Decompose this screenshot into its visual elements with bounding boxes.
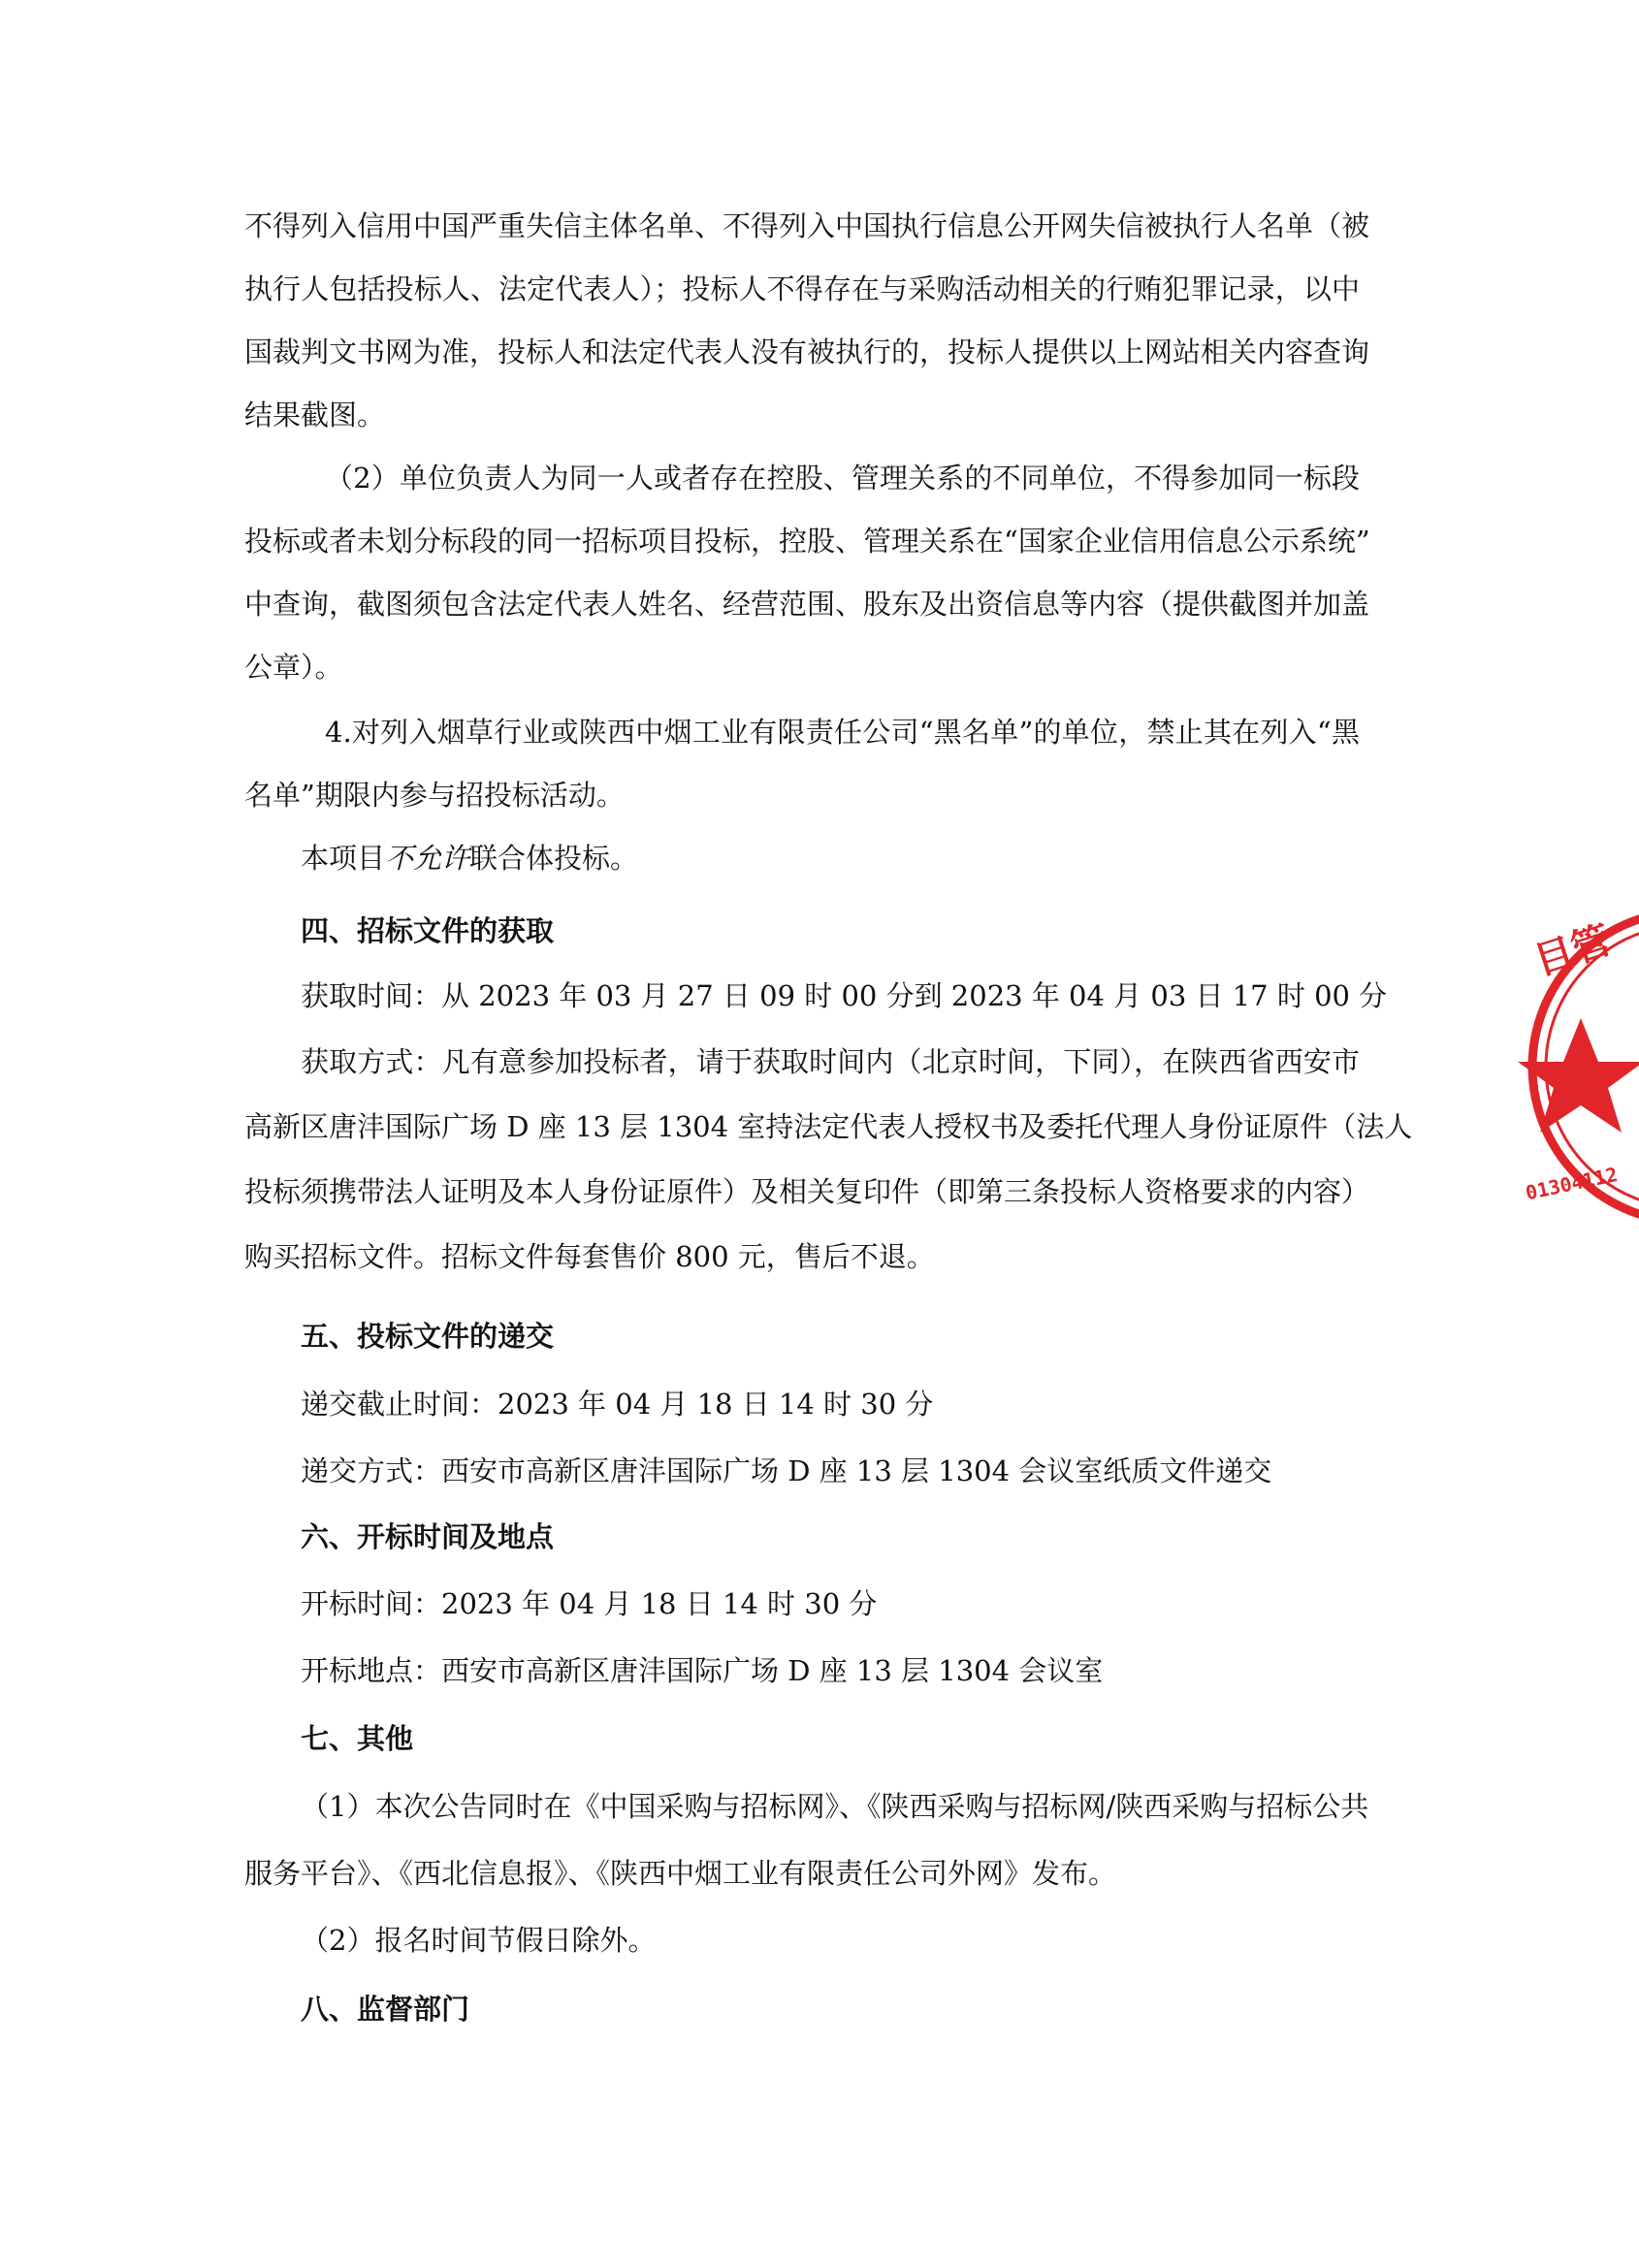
other-item-2: （2）报名时间节假日除外。 bbox=[301, 1924, 657, 1957]
paragraph-line: 高新区唐沣国际广场 D 座 13 层 1304 室持法定代表人授权书及委托代理人身份证原件（法人 bbox=[244, 1110, 1413, 1143]
paragraph-line: 投标或者未划分标段的同一招标项目投标，控股、管理关系在“国家企业信用信息公示系统” bbox=[244, 525, 1370, 558]
company-seal-stamp bbox=[1523, 902, 1639, 1231]
submission-method: 递交方式：西安市高新区唐沣国际广场 D 座 13 层 1304 会议室纸质文件递交 bbox=[301, 1454, 1272, 1487]
statement-emphasis: 不允许 bbox=[385, 842, 470, 875]
seal-bottom-code: 01304112 bbox=[1523, 1162, 1621, 1205]
paragraph-line: 执行人包括投标人、法定代表人）；投标人不得存在与采购活动相关的行贿犯罪记录，以中 bbox=[244, 272, 1360, 305]
paragraph-line: 名单”期限内参与招投标活动。 bbox=[244, 779, 625, 812]
obtain-time: 获取时间：从 2023 年 03 月 27 日 09 时 00 分到 2023 年 04 月 03 日 17 时 00 分 bbox=[301, 979, 1388, 1012]
paragraph-line: 公章）。 bbox=[244, 651, 343, 684]
statement-suffix: 联合体投标。 bbox=[469, 842, 639, 875]
section-heading: 五、投标文件的递交 bbox=[301, 1320, 555, 1353]
paragraph-line: 不得列入信用中国严重失信主体名单、不得列入中国执行信息公开网失信被执行人名单（被 bbox=[244, 209, 1370, 242]
paragraph-line: （1）本次公告同时在《中国采购与招标网》、《陕西采购与招标网/陕西采购与招标公共 bbox=[301, 1790, 1369, 1823]
section-heading: 六、开标时间及地点 bbox=[301, 1520, 555, 1553]
submission-deadline: 递交截止时间：2023 年 04 月 18 日 14 时 30 分 bbox=[301, 1388, 934, 1421]
paragraph-line: 4.对列入烟草行业或陕西中烟工业有限责任公司“黑名单”的单位，禁止其在列入“黑 bbox=[325, 716, 1360, 749]
seal-top-text: 目管 bbox=[1528, 917, 1617, 985]
paragraph-line: 获取方式：凡有意参加投标者，请于获取时间内（北京时间，下同），在陕西省西安市 bbox=[301, 1045, 1360, 1078]
paragraph-line: 中查询，截图须包含法定代表人姓名、经营范围、股东及出资信息等内容（提供截图并加盖 bbox=[244, 588, 1370, 621]
opening-place: 开标地点：西安市高新区唐沣国际广场 D 座 13 层 1304 会议室 bbox=[301, 1654, 1104, 1687]
section-heading: 八、监督部门 bbox=[301, 1993, 470, 2026]
paragraph-line: 国裁判文书网为准，投标人和法定代表人没有被执行的，投标人提供以上网站相关内容查询 bbox=[244, 335, 1370, 368]
paragraph-line: 投标须携带法人证明及本人身份证原件）及相关复印件（即第三条投标人资格要求的内容） bbox=[244, 1175, 1370, 1208]
section-heading: 四、招标文件的获取 bbox=[301, 914, 555, 947]
paragraph-line: 结果截图。 bbox=[244, 399, 386, 431]
statement-prefix: 本项目 bbox=[301, 842, 386, 875]
paragraph-line: 购买招标文件。招标文件每套售价 800 元，售后不退。 bbox=[244, 1240, 935, 1273]
joint-bid-statement bbox=[301, 839, 638, 878]
paragraph-line: 服务平台》、《西北信息报》、《陕西中烟工业有限责任公司外网》发布。 bbox=[244, 1857, 1117, 1890]
section-heading: 七、其他 bbox=[301, 1722, 414, 1755]
paragraph-line: （2）单位负责人为同一人或者存在控股、管理关系的不同单位，不得参加同一标段 bbox=[325, 462, 1360, 495]
opening-time: 开标时间：2023 年 04 月 18 日 14 时 30 分 bbox=[301, 1587, 878, 1620]
